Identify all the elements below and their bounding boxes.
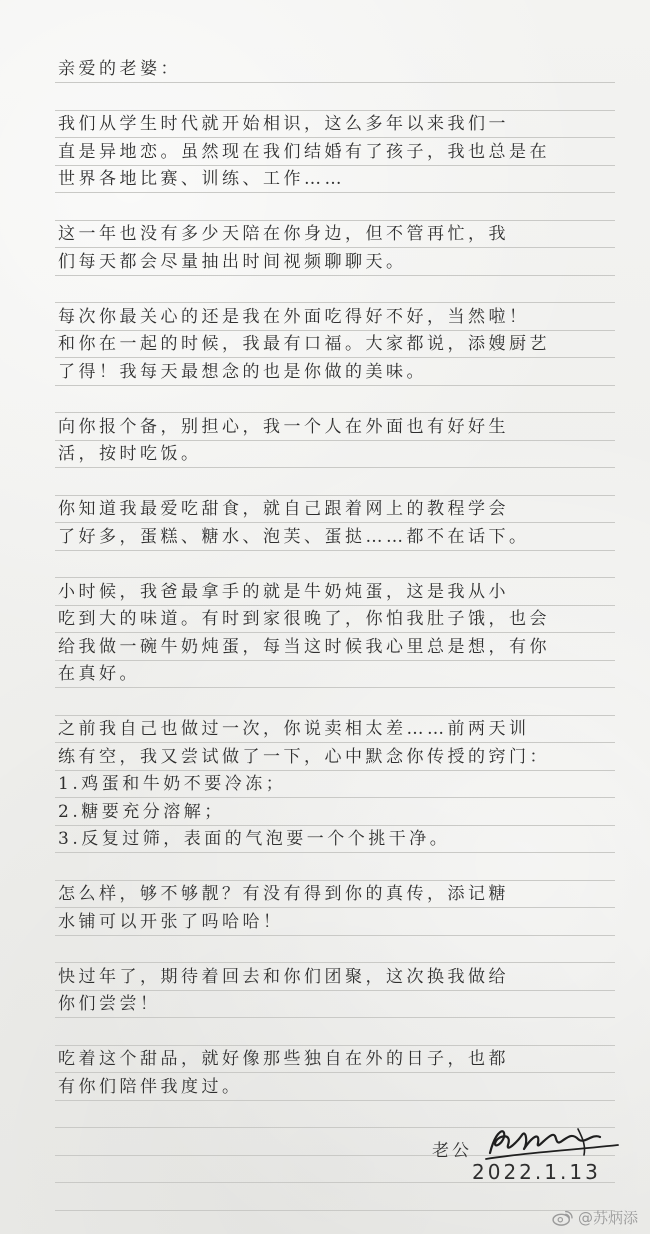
letter-line: 给我做一碗牛奶炖蛋，每当这时候我心里总是想，有你 bbox=[58, 637, 550, 657]
ruled-line bbox=[55, 1017, 615, 1018]
watermark-text: @苏炳添 bbox=[578, 1208, 639, 1227]
ruled-line bbox=[55, 82, 615, 83]
ruled-line bbox=[55, 935, 615, 936]
letter-line: 每次你最关心的还是我在外面吃得好不好，当然啦！ bbox=[58, 307, 530, 327]
letter-line: 练有空，我又尝试做了一下，心中默念你传授的窍门： bbox=[58, 747, 550, 767]
ruled-line bbox=[55, 852, 615, 853]
ruled-line bbox=[55, 550, 615, 551]
handwritten-signature bbox=[482, 1123, 622, 1163]
letter-line: 向你报个备，别担心，我一个人在外面也有好好生 bbox=[58, 417, 509, 437]
weibo-icon bbox=[552, 1208, 574, 1226]
letter-line: 1.鸡蛋和牛奶不要冷冻； bbox=[58, 774, 287, 794]
letter-date: 2022.1.13 bbox=[472, 1160, 601, 1184]
letter-line: 这一年也没有多少天陪在你身边，但不管再忙，我 bbox=[58, 224, 509, 244]
ruled-line bbox=[55, 385, 615, 386]
letter-line: 吃到大的味道。有时到家很晚了，你怕我肚子饿，也会 bbox=[58, 609, 550, 629]
letter-line: 活，按时吃饭。 bbox=[58, 444, 202, 464]
signature-label: 老公 bbox=[432, 1141, 472, 1161]
letter-line: 2.糖要充分溶解； bbox=[58, 802, 225, 822]
ruled-line bbox=[55, 1100, 615, 1101]
ruled-line bbox=[55, 687, 615, 688]
ruled-line bbox=[55, 1210, 615, 1211]
weibo-watermark bbox=[552, 1206, 638, 1228]
letter-line: 之前我自己也做过一次，你说卖相太差……前两天训 bbox=[58, 719, 530, 739]
letter-line: 和你在一起的时候，我最有口福。大家都说，添嫂厨艺 bbox=[58, 334, 550, 354]
signature-block bbox=[432, 1123, 622, 1163]
letter-line: 了得！我每天最想念的也是你做的美味。 bbox=[58, 362, 427, 382]
letter-line: 小时候，我爸最拿手的就是牛奶炖蛋，这是我从小 bbox=[58, 582, 509, 602]
ruled-line bbox=[55, 192, 615, 193]
ruled-line bbox=[55, 467, 615, 468]
letter-line: 快过年了，期待着回去和你们团聚，这次换我做给 bbox=[58, 967, 509, 987]
letter-line: 你们尝尝！ bbox=[58, 994, 161, 1014]
letter-line: 你知道我最爱吃甜食，就自己跟着网上的教程学会 bbox=[58, 499, 509, 519]
letter-line: 有你们陪伴我度过。 bbox=[58, 1077, 243, 1097]
letter-line: 了好多，蛋糕、糖水、泡芙、蛋挞……都不在话下。 bbox=[58, 527, 530, 547]
letter-line: 水铺可以开张了吗哈哈！ bbox=[58, 912, 284, 932]
letter-line: 我们从学生时代就开始相识，这么多年以来我们一 bbox=[58, 114, 509, 134]
letter-line: 直是异地恋。虽然现在我们结婚有了孩子，我也总是在 bbox=[58, 142, 550, 162]
letter-line: 怎么样，够不够靓？有没有得到你的真传，添记糖 bbox=[58, 884, 509, 904]
letter-line: 亲爱的老婆： bbox=[58, 59, 181, 79]
letter-line: 们每天都会尽量抽出时间视频聊聊天。 bbox=[58, 252, 407, 272]
letter-line: 吃着这个甜品，就好像那些独自在外的日子，也都 bbox=[58, 1049, 509, 1069]
letter-line: 在真好。 bbox=[58, 664, 140, 684]
ruled-line bbox=[55, 275, 615, 276]
letter-line: 3.反复过筛，表面的气泡要一个个挑干净。 bbox=[58, 829, 451, 849]
letter-line: 世界各地比赛、训练、工作…… bbox=[58, 169, 345, 189]
